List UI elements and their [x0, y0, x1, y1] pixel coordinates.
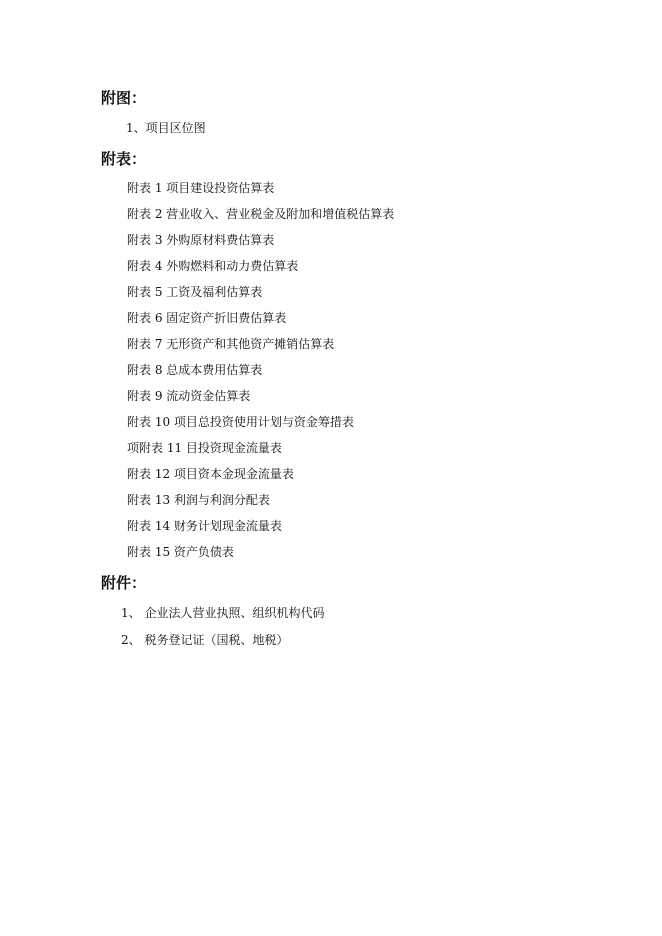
table-item-2: 附表 2 营业收入、营业税金及附加和增值税估算表 [127, 207, 395, 221]
table-item-7: 附表 7 无形资产和其他资产摊销估算表 [127, 337, 335, 351]
table-item-13: 附表 13 利润与利润分配表 [127, 493, 270, 507]
table-item-5: 附表 5 工资及福利估算表 [127, 285, 263, 299]
table-item-9: 附表 9 流动资金估算表 [127, 389, 251, 403]
table-item-1: 附表 1 项目建设投资估算表 [127, 181, 275, 195]
table-item-4: 附表 4 外购燃料和动力费估算表 [127, 259, 299, 273]
heading-figures: 附图： [101, 89, 147, 107]
table-item-3: 附表 3 外购原材料费估算表 [127, 233, 275, 247]
table-item-15: 附表 15 资产负债表 [127, 545, 234, 559]
table-item-12: 附表 12 项目资本金现金流量表 [127, 467, 294, 481]
figure-item-1: 1、项目区位图 [126, 121, 206, 135]
table-item-10: 附表 10 项目总投资使用计划与资金筹措表 [127, 415, 354, 429]
table-item-11: 项附表 11 目投资现金流量表 [127, 441, 282, 455]
heading-attachments: 附件： [101, 574, 147, 592]
table-item-8: 附表 8 总成本费用估算表 [127, 363, 263, 377]
attachment-item-1: 1、 企业法人营业执照、组织机构代码 [121, 606, 325, 620]
table-item-14: 附表 14 财务计划现金流量表 [127, 519, 282, 533]
attachment-item-2: 2、 税务登记证（国税、地税） [121, 633, 289, 647]
heading-tables: 附表： [101, 150, 147, 168]
table-item-6: 附表 6 固定资产折旧费估算表 [127, 311, 287, 325]
